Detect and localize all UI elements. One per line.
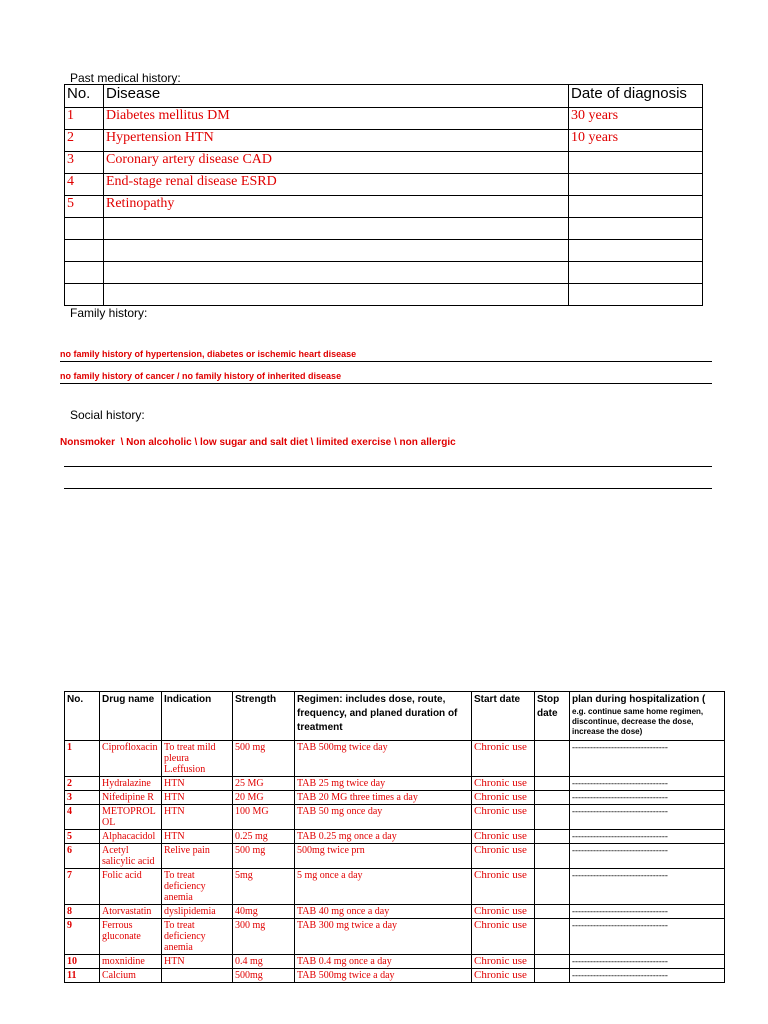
disease-cell: Retinopathy: [104, 196, 569, 218]
strength-cell: 0.25 mg: [233, 830, 295, 844]
drug-name-cell: METOPROL OL: [100, 805, 162, 830]
regimen-cell: TAB 0.4 mg once a day: [295, 955, 472, 969]
plan-cell: --------------------------------: [570, 791, 725, 805]
regimen-cell: TAB 300 mg twice a day: [295, 919, 472, 955]
regimen-cell: TAB 40 mg once a day: [295, 905, 472, 919]
table-row: [65, 777, 725, 791]
family-history-line-2: no family history of cancer / no family history of inherited disease: [60, 371, 342, 381]
date-of-diagnosis-cell: [569, 152, 703, 174]
divider-line: [60, 361, 712, 362]
row-number: 3: [65, 152, 104, 174]
past-medical-history-label: Past medical history:: [70, 71, 181, 85]
row-number: [65, 218, 104, 240]
indication-cell: To treat mild pleura L.effusion: [162, 741, 233, 777]
stop-date-cell: [535, 919, 570, 955]
header-start-date: Start date: [472, 692, 535, 741]
date-of-diagnosis-cell: [569, 262, 703, 284]
plan-cell: --------------------------------: [570, 830, 725, 844]
family-history-label: Family history:: [70, 306, 148, 320]
divider-line: [60, 383, 712, 384]
strength-cell: 300 mg: [233, 919, 295, 955]
strength-cell: 500mg: [233, 969, 295, 983]
header-date-of-diagnosis: Date of diagnosis: [569, 85, 703, 108]
stop-date-cell: [535, 844, 570, 869]
start-date-cell: Chronic use: [472, 844, 535, 869]
header-plan-title: plan during hospitalization (: [572, 694, 706, 705]
plan-cell: --------------------------------: [570, 741, 725, 777]
table-row: [65, 108, 703, 130]
date-of-diagnosis-cell: 10 years: [569, 130, 703, 152]
indication-cell: Relive pain: [162, 844, 233, 869]
plan-cell: --------------------------------: [570, 919, 725, 955]
indication-cell: HTN: [162, 830, 233, 844]
row-number: 9: [65, 919, 100, 955]
start-date-cell: Chronic use: [472, 919, 535, 955]
table-row: [65, 262, 703, 284]
plan-cell: --------------------------------: [570, 955, 725, 969]
regimen-cell: TAB 20 MG three times a day: [295, 791, 472, 805]
family-history-line-1: no family history of hypertension, diabetes or ischemic heart disease: [60, 349, 357, 359]
row-number: 6: [65, 844, 100, 869]
table-row: [65, 955, 725, 969]
past-medical-history-table: [64, 84, 703, 306]
plan-cell: --------------------------------: [570, 969, 725, 983]
date-of-diagnosis-cell: [569, 284, 703, 306]
stop-date-cell: [535, 805, 570, 830]
date-of-diagnosis-cell: [569, 174, 703, 196]
regimen-cell: TAB 500mg twice day: [295, 741, 472, 777]
plan-cell: --------------------------------: [570, 869, 725, 905]
table-row: [65, 844, 725, 869]
row-number: [65, 284, 104, 306]
row-number: [65, 240, 104, 262]
header-indication: Indication: [162, 692, 233, 741]
disease-cell: Diabetes mellitus DM: [104, 108, 569, 130]
start-date-cell: Chronic use: [472, 777, 535, 791]
header-plan-subtitle: e.g. continue same home regimen, discontinue, decrease the dose, increase the dose): [572, 707, 704, 736]
social-history-label: Social history:: [70, 408, 145, 422]
regimen-cell: TAB 500mg twice a day: [295, 969, 472, 983]
start-date-cell: Chronic use: [472, 969, 535, 983]
table-row: [65, 805, 725, 830]
date-of-diagnosis-cell: [569, 196, 703, 218]
strength-cell: 25 MG: [233, 777, 295, 791]
regimen-cell: TAB 0.25 mg once a day: [295, 830, 472, 844]
strength-cell: 0.4 mg: [233, 955, 295, 969]
strength-cell: 100 MG: [233, 805, 295, 830]
stop-date-cell: [535, 955, 570, 969]
row-number: 7: [65, 869, 100, 905]
date-of-diagnosis-cell: 30 years: [569, 108, 703, 130]
indication-cell: HTN: [162, 777, 233, 791]
table-row: [65, 240, 703, 262]
row-number: 5: [65, 830, 100, 844]
plan-cell: --------------------------------: [570, 905, 725, 919]
indication-cell: To treat deficiency anemia: [162, 869, 233, 905]
divider-line: [64, 466, 712, 467]
row-number: 3: [65, 791, 100, 805]
drug-name-cell: Ferrous gluconate: [100, 919, 162, 955]
drug-name-cell: Nifedipine R: [100, 791, 162, 805]
disease-cell: [104, 284, 569, 306]
header-disease: Disease: [104, 85, 569, 108]
stop-date-cell: [535, 741, 570, 777]
plan-cell: --------------------------------: [570, 844, 725, 869]
start-date-cell: Chronic use: [472, 869, 535, 905]
row-number: 10: [65, 955, 100, 969]
regimen-cell: 5 mg once a day: [295, 869, 472, 905]
table-header-row: [65, 692, 725, 741]
date-of-diagnosis-cell: [569, 240, 703, 262]
drug-name-cell: Atorvastatin: [100, 905, 162, 919]
start-date-cell: Chronic use: [472, 805, 535, 830]
social-history-text: Nonsmoker \ Non alcoholic \ low sugar and salt diet \ limited exercise \ non allergic: [60, 437, 456, 448]
drug-name-cell: Hydralazine: [100, 777, 162, 791]
start-date-cell: Chronic use: [472, 741, 535, 777]
drug-name-cell: moxnidine: [100, 955, 162, 969]
regimen-cell: 500mg twice prn: [295, 844, 472, 869]
drug-name-cell: Acetyl salicylic acid: [100, 844, 162, 869]
indication-cell: [162, 969, 233, 983]
table-row: [65, 905, 725, 919]
disease-cell: Hypertension HTN: [104, 130, 569, 152]
disease-cell: [104, 218, 569, 240]
table-row: [65, 869, 725, 905]
table-row: [65, 284, 703, 306]
start-date-cell: Chronic use: [472, 791, 535, 805]
disease-cell: [104, 240, 569, 262]
start-date-cell: Chronic use: [472, 905, 535, 919]
drug-name-cell: Ciprofloxacin: [100, 741, 162, 777]
strength-cell: 20 MG: [233, 791, 295, 805]
plan-cell: --------------------------------: [570, 805, 725, 830]
drug-name-cell: Alphacacidol: [100, 830, 162, 844]
table-row: [65, 174, 703, 196]
header-no: No.: [65, 692, 100, 741]
table-row: [65, 152, 703, 174]
regimen-cell: TAB 25 mg twice day: [295, 777, 472, 791]
row-number: 1: [65, 108, 104, 130]
table-row: [65, 741, 725, 777]
table-row: [65, 791, 725, 805]
start-date-cell: Chronic use: [472, 830, 535, 844]
drug-name-cell: Folic acid: [100, 869, 162, 905]
table-header-row: [65, 85, 703, 108]
row-number: 8: [65, 905, 100, 919]
strength-cell: 40mg: [233, 905, 295, 919]
stop-date-cell: [535, 777, 570, 791]
indication-cell: HTN: [162, 805, 233, 830]
stop-date-cell: [535, 869, 570, 905]
table-row: [65, 830, 725, 844]
indication-cell: HTN: [162, 955, 233, 969]
drug-name-cell: Calcium: [100, 969, 162, 983]
row-number: 11: [65, 969, 100, 983]
row-number: 2: [65, 130, 104, 152]
header-drug-name: Drug name: [100, 692, 162, 741]
strength-cell: 500 mg: [233, 844, 295, 869]
disease-cell: [104, 262, 569, 284]
header-regimen: Regimen: includes dose, route, frequency, and planed duration of treatment: [295, 692, 472, 741]
start-date-cell: Chronic use: [472, 955, 535, 969]
strength-cell: 500 mg: [233, 741, 295, 777]
header-plan: [570, 692, 725, 741]
divider-line: [64, 488, 712, 489]
indication-cell: To treat deficiency anemia: [162, 919, 233, 955]
table-row: [65, 218, 703, 240]
header-no: No.: [65, 85, 104, 108]
plan-cell: --------------------------------: [570, 777, 725, 791]
table-row: [65, 969, 725, 983]
date-of-diagnosis-cell: [569, 218, 703, 240]
stop-date-cell: [535, 905, 570, 919]
row-number: 2: [65, 777, 100, 791]
table-row: [65, 196, 703, 218]
indication-cell: dyslipidemia: [162, 905, 233, 919]
header-stop-date: Stop date: [535, 692, 570, 741]
stop-date-cell: [535, 969, 570, 983]
table-row: [65, 919, 725, 955]
stop-date-cell: [535, 791, 570, 805]
medications-table: [64, 691, 725, 983]
table-row: [65, 130, 703, 152]
pmh-table-body: [65, 108, 703, 306]
row-number: 5: [65, 196, 104, 218]
row-number: [65, 262, 104, 284]
disease-cell: Coronary artery disease CAD: [104, 152, 569, 174]
indication-cell: HTN: [162, 791, 233, 805]
medications-table-body: [65, 741, 725, 983]
header-strength: Strength: [233, 692, 295, 741]
regimen-cell: TAB 50 mg once day: [295, 805, 472, 830]
stop-date-cell: [535, 830, 570, 844]
disease-cell: End-stage renal disease ESRD: [104, 174, 569, 196]
row-number: 1: [65, 741, 100, 777]
strength-cell: 5mg: [233, 869, 295, 905]
row-number: 4: [65, 805, 100, 830]
row-number: 4: [65, 174, 104, 196]
